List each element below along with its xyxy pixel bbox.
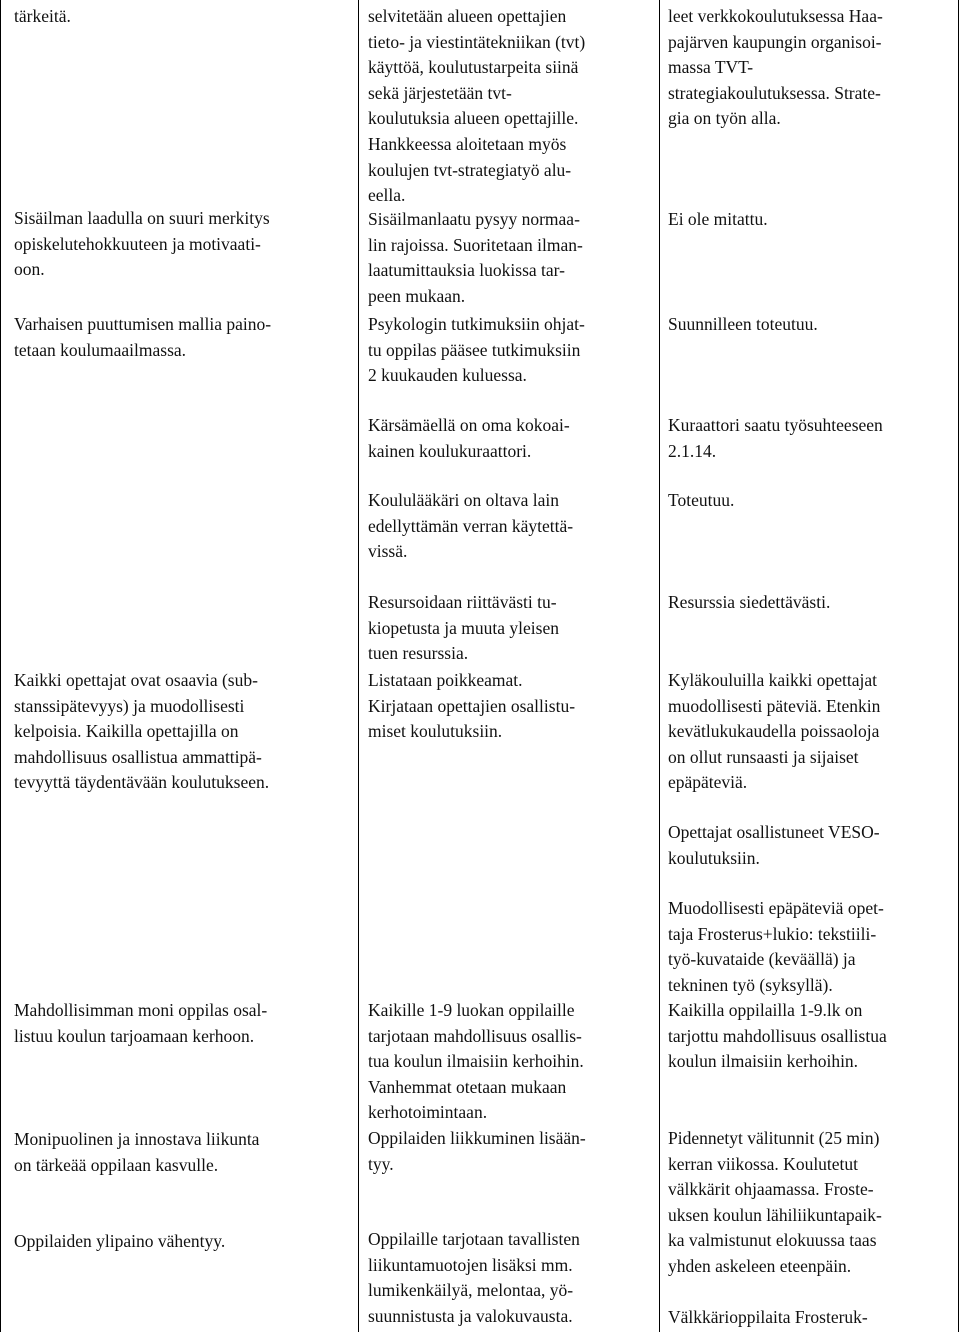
measure-text: Oppilaille tarjotaan tavallisten liikuntamuotojen lisäksi mm. lumikenkäilyä, melontaa, yö- suunnistusta ja valokuvausta.: [368, 1229, 580, 1326]
goal-text: Sisäilman laadulla on suuri merkitys opiskelutehokkuuteen ja motivaati- oon.: [14, 208, 270, 280]
measure-text: Psykologin tutkimuksiin ohjat- tu oppilas pääsee tutkimuksiin 2 kuukauden kuluessa.: [368, 314, 585, 386]
measure-text: Listataan poikkeamat. Kirjataan opettajien osallistu- miset koulutuksiin.: [368, 670, 576, 742]
status-text: Välkkärioppilaita Frosteruk-: [668, 1307, 868, 1327]
status-text: Muodollisesti epäpäteviä opet- taja Frosterus+lukio: tekstiili- työ-kuvataide (keväällä) ja tekninen työ (syksyllä).: [668, 898, 884, 995]
table-border-col1: [358, 0, 359, 1332]
measure-text: Oppilaiden liikkuminen lisään- tyy.: [368, 1128, 586, 1174]
status-text: Kaikilla oppilailla 1-9.lk on tarjottu mahdollisuus osallistua koulun ilmaisiin kerhoihin.: [668, 1000, 887, 1072]
goal-text: Kaikki opettajat ovat osaavia (sub- stanssipätevyys) ja muodollisesti kelpoisia. Kaikilla opettajilla on mahdollisuus osallistua ammattipä- tevyyttä täydentävään koulutukseen.: [14, 670, 270, 793]
status-text: Opettajat osallistuneet VESO- koulutuksiin.: [668, 822, 880, 868]
goal-text: Monipuolinen ja innostava liikunta on tärkeää oppilaan kasvulle.: [14, 1129, 260, 1175]
goal-text: Mahdollisimman moni oppilas osal- listuu koulun tarjoamaan kerhoon.: [14, 1000, 268, 1046]
goal-text: Varhaisen puuttumisen mallia paino- tetaan koulumaailmassa.: [14, 314, 272, 360]
status-text: Suunnilleen toteutuu.: [668, 314, 818, 334]
status-text: Kuraattori saatu työsuhteeseen 2.1.14.: [668, 415, 883, 461]
table-border-right: [958, 0, 959, 1332]
measure-text: Koululääkäri on oltava lain edellyttämän verran käytettä- vissä.: [368, 490, 574, 562]
measure-text: Resursoidaan riittävästi tu- kiopetusta ja muuta yleisen tuen resurssia.: [368, 592, 559, 664]
measure-text: selvitetään alueen opettajien tieto- ja viestintätekniikan (tvt) käyttöä, koulutustarpeita siinä sekä järjestetään tvt- koulutuksia alueen opettajille. Hankkeessa aloitetaan myös koulujen tvt-strategiatyö alu- eella.: [368, 6, 586, 206]
status-text: leet verkkokoulutuksessa Haa- pajärven kaupungin organisoi- massa TVT- strategiakoulutuksessa. Strate- gia on työn alla.: [668, 6, 883, 129]
table-border-left: [0, 0, 1, 1332]
status-text: Pidennetyt välitunnit (25 min) kerran viikossa. Koulutetut välkkärit ohjaamassa. Froste- uksen koulun lähiliikuntapaik- ka valmistunut elokuussa taas yhden askeleen eteenpäin.: [668, 1128, 882, 1276]
status-text: Kyläkouluilla kaikki opettajat muodollisesti päteviä. Etenkin kevätlukukaudella poissaoloja on ollut runsaasti ja sijaiset epäpäteviä.: [668, 670, 881, 793]
measure-text: Kärsämäellä on oma kokoai- kainen koulukuraattori.: [368, 415, 570, 461]
measure-text: Sisäilmanlaatu pysyy normaa- lin rajoissa. Suoritetaan ilman- laatumittauksia luokissa tar- peen mukaan.: [368, 209, 583, 306]
status-text: Resurssia siedettävästi.: [668, 592, 831, 612]
goal-text: Oppilaiden ylipaino vähentyy.: [14, 1231, 226, 1251]
table-border-col2: [659, 0, 660, 1332]
status-text: Toteutuu.: [668, 490, 735, 510]
status-text: Ei ole mitattu.: [668, 209, 768, 229]
goal-text: tärkeitä.: [14, 6, 71, 26]
measure-text: Kaikille 1-9 luokan oppilaille tarjotaan mahdollisuus osallis- tua koulun ilmaisiin kerhoihin. Vanhemmat otetaan mukaan kerhotoimintaan.: [368, 1000, 584, 1123]
